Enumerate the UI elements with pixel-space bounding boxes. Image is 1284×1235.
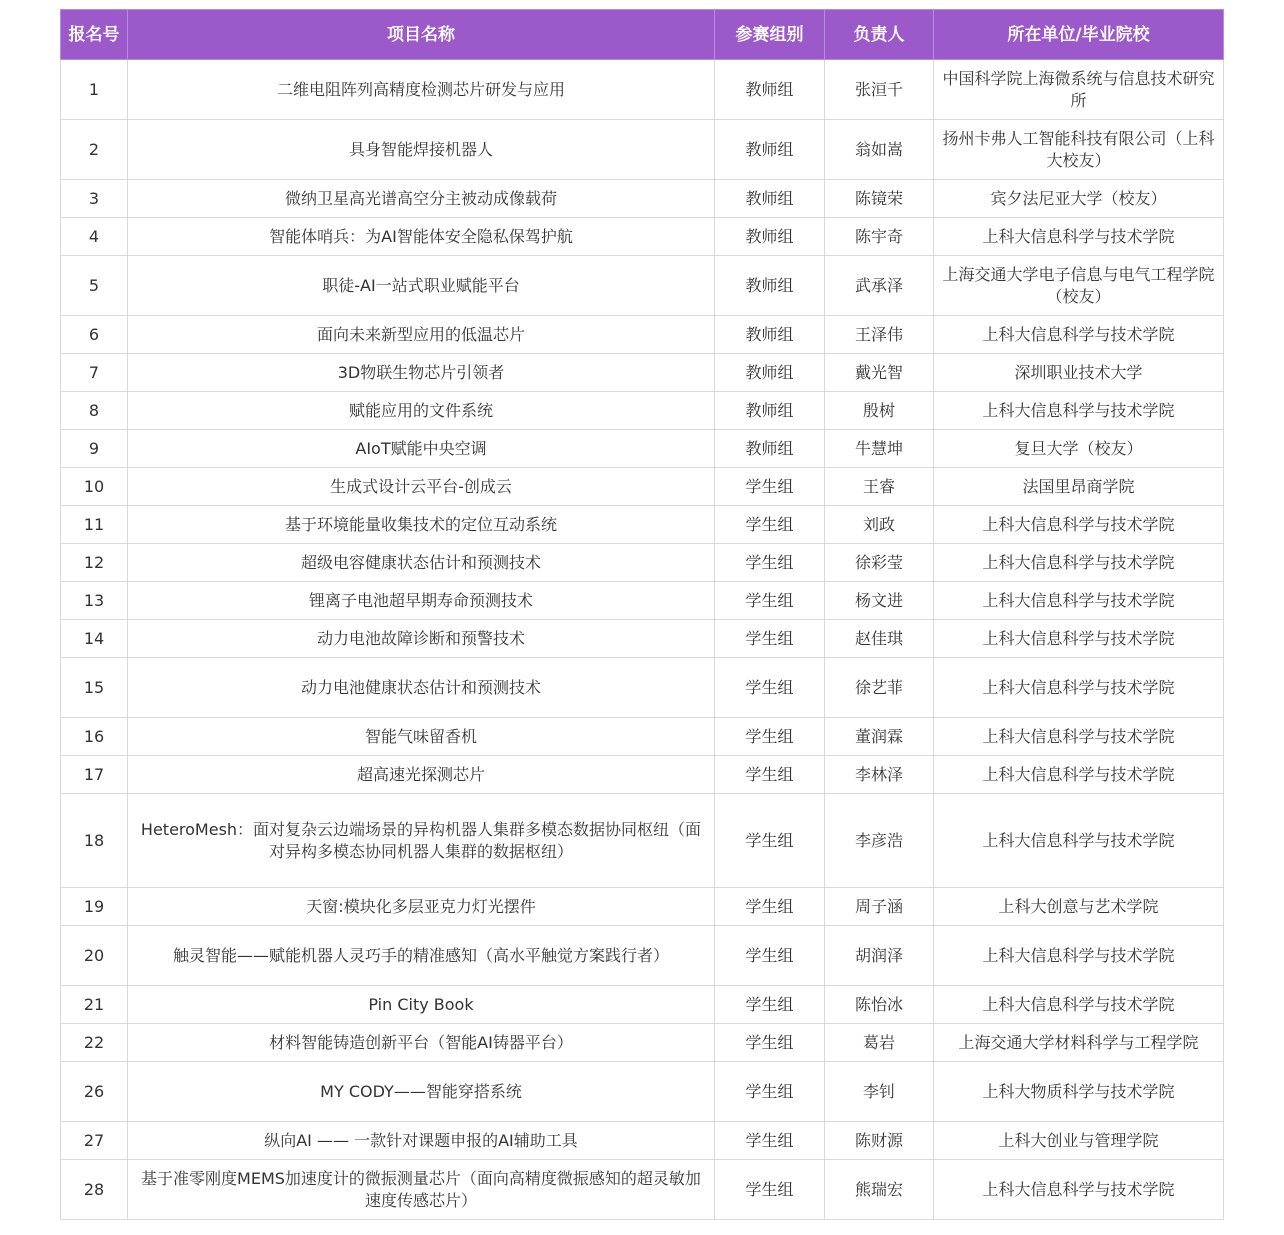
cell-group: 学生组: [715, 794, 825, 888]
cell-group: 学生组: [715, 620, 825, 658]
cell-organization: 上科大信息科学与技术学院: [934, 794, 1224, 888]
cell-id: 26: [61, 1062, 128, 1122]
cell-organization: 上科大信息科学与技术学院: [934, 926, 1224, 986]
header-project-name: 项目名称: [128, 10, 715, 60]
cell-organization: 上科大信息科学与技术学院: [934, 756, 1224, 794]
cell-id: 22: [61, 1024, 128, 1062]
table-row: [61, 1024, 1224, 1062]
table-row: [61, 1122, 1224, 1160]
cell-id: 16: [61, 718, 128, 756]
table-row: [61, 986, 1224, 1024]
cell-group: 学生组: [715, 1122, 825, 1160]
cell-leader: 徐艺菲: [825, 658, 934, 718]
table-row: [61, 180, 1224, 218]
table-row: [61, 1160, 1224, 1220]
cell-leader: 殷树: [825, 392, 934, 430]
table-header-row: [61, 10, 1224, 60]
cell-id: 2: [61, 120, 128, 180]
cell-group: 学生组: [715, 1160, 825, 1220]
cell-id: 1: [61, 60, 128, 120]
table-row: [61, 218, 1224, 256]
header-id: 报名号: [61, 10, 128, 60]
cell-leader: 周子涵: [825, 888, 934, 926]
cell-project-name: 职徒-AI一站式职业赋能平台: [128, 256, 715, 316]
table-row: [61, 794, 1224, 888]
cell-organization: 中国科学院上海微系统与信息技术研究所: [934, 60, 1224, 120]
cell-leader: 胡润泽: [825, 926, 934, 986]
cell-leader: 陈怡冰: [825, 986, 934, 1024]
cell-id: 20: [61, 926, 128, 986]
cell-organization: 上科大物质科学与技术学院: [934, 1062, 1224, 1122]
cell-organization: 上科大信息科学与技术学院: [934, 582, 1224, 620]
cell-id: 8: [61, 392, 128, 430]
cell-leader: 陈镜荣: [825, 180, 934, 218]
cell-id: 5: [61, 256, 128, 316]
cell-organization: 宾夕法尼亚大学（校友）: [934, 180, 1224, 218]
table-row: [61, 718, 1224, 756]
cell-group: 学生组: [715, 986, 825, 1024]
cell-id: 9: [61, 430, 128, 468]
cell-organization: 上海交通大学电子信息与电气工程学院（校友）: [934, 256, 1224, 316]
cell-leader: 张洹千: [825, 60, 934, 120]
cell-id: 19: [61, 888, 128, 926]
cell-organization: 法国里昂商学院: [934, 468, 1224, 506]
table-row: [61, 756, 1224, 794]
cell-leader: 董润霖: [825, 718, 934, 756]
cell-leader: 戴光智: [825, 354, 934, 392]
table-row: [61, 582, 1224, 620]
cell-organization: 上科大信息科学与技术学院: [934, 392, 1224, 430]
cell-project-name: 天窗:模块化多层亚克力灯光摆件: [128, 888, 715, 926]
cell-leader: 葛岩: [825, 1024, 934, 1062]
table-row: [61, 1062, 1224, 1122]
cell-project-name: 生成式设计云平台-创成云: [128, 468, 715, 506]
cell-group: 教师组: [715, 256, 825, 316]
cell-organization: 复旦大学（校友）: [934, 430, 1224, 468]
project-table: [60, 9, 1224, 1220]
cell-organization: 上科大信息科学与技术学院: [934, 1160, 1224, 1220]
cell-group: 教师组: [715, 354, 825, 392]
cell-group: 教师组: [715, 392, 825, 430]
cell-id: 18: [61, 794, 128, 888]
cell-group: 教师组: [715, 180, 825, 218]
cell-organization: 上科大信息科学与技术学院: [934, 218, 1224, 256]
cell-id: 10: [61, 468, 128, 506]
cell-leader: 杨文进: [825, 582, 934, 620]
cell-group: 学生组: [715, 582, 825, 620]
cell-id: 3: [61, 180, 128, 218]
cell-leader: 翁如嵩: [825, 120, 934, 180]
table-row: [61, 888, 1224, 926]
cell-group: 教师组: [715, 430, 825, 468]
cell-group: 教师组: [715, 218, 825, 256]
table-row: [61, 926, 1224, 986]
cell-project-name: AIoT赋能中央空调: [128, 430, 715, 468]
cell-project-name: 3D物联生物芯片引领者: [128, 354, 715, 392]
cell-organization: 上科大信息科学与技术学院: [934, 620, 1224, 658]
cell-organization: 上海交通大学材料科学与工程学院: [934, 1024, 1224, 1062]
table-row: [61, 120, 1224, 180]
cell-leader: 李彦浩: [825, 794, 934, 888]
cell-organization: 深圳职业技术大学: [934, 354, 1224, 392]
cell-project-name: 触灵智能——赋能机器人灵巧手的精准感知（高水平触觉方案践行者）: [128, 926, 715, 986]
header-leader: 负责人: [825, 10, 934, 60]
cell-project-name: 锂离子电池超早期寿命预测技术: [128, 582, 715, 620]
cell-group: 学生组: [715, 718, 825, 756]
cell-project-name: 动力电池健康状态估计和预测技术: [128, 658, 715, 718]
cell-project-name: 基于环境能量收集技术的定位互动系统: [128, 506, 715, 544]
cell-id: 14: [61, 620, 128, 658]
cell-leader: 赵佳琪: [825, 620, 934, 658]
cell-leader: 武承泽: [825, 256, 934, 316]
cell-leader: 李钊: [825, 1062, 934, 1122]
table-row: [61, 392, 1224, 430]
cell-project-name: 纵向AI —— 一款针对课题申报的AI辅助工具: [128, 1122, 715, 1160]
cell-id: 7: [61, 354, 128, 392]
cell-group: 学生组: [715, 658, 825, 718]
cell-project-name: 超级电容健康状态估计和预测技术: [128, 544, 715, 582]
cell-id: 4: [61, 218, 128, 256]
cell-id: 28: [61, 1160, 128, 1220]
cell-group: 学生组: [715, 1024, 825, 1062]
cell-project-name: 微纳卫星高光谱高空分主被动成像载荷: [128, 180, 715, 218]
cell-leader: 刘政: [825, 506, 934, 544]
cell-leader: 陈宇奇: [825, 218, 934, 256]
cell-id: 13: [61, 582, 128, 620]
cell-project-name: 材料智能铸造创新平台（智能AI铸器平台）: [128, 1024, 715, 1062]
cell-group: 教师组: [715, 120, 825, 180]
cell-organization: 上科大创意与艺术学院: [934, 888, 1224, 926]
cell-leader: 李林泽: [825, 756, 934, 794]
cell-group: 学生组: [715, 544, 825, 582]
cell-project-name: 智能气味留香机: [128, 718, 715, 756]
cell-project-name: 具身智能焊接机器人: [128, 120, 715, 180]
table-row: [61, 60, 1224, 120]
table-row: [61, 506, 1224, 544]
table-row: [61, 544, 1224, 582]
cell-group: 教师组: [715, 316, 825, 354]
cell-project-name: 二维电阻阵列高精度检测芯片研发与应用: [128, 60, 715, 120]
header-group: 参赛组别: [715, 10, 825, 60]
cell-project-name: 超高速光探测芯片: [128, 756, 715, 794]
cell-organization: 上科大信息科学与技术学院: [934, 316, 1224, 354]
cell-group: 学生组: [715, 506, 825, 544]
cell-leader: 牛慧坤: [825, 430, 934, 468]
table-row: [61, 316, 1224, 354]
cell-leader: 徐彩莹: [825, 544, 934, 582]
cell-organization: 扬州卡弗人工智能科技有限公司（上科大校友）: [934, 120, 1224, 180]
cell-id: 17: [61, 756, 128, 794]
cell-group: 学生组: [715, 926, 825, 986]
cell-id: 27: [61, 1122, 128, 1160]
table-row: [61, 430, 1224, 468]
cell-group: 学生组: [715, 1062, 825, 1122]
cell-project-name: 动力电池故障诊断和预警技术: [128, 620, 715, 658]
cell-leader: 王睿: [825, 468, 934, 506]
table-row: [61, 354, 1224, 392]
cell-id: 12: [61, 544, 128, 582]
header-organization: 所在单位/毕业院校: [934, 10, 1224, 60]
cell-project-name: 基于准零刚度MEMS加速度计的微振测量芯片（面向高精度微振感知的超灵敏加速度传感芯片）: [128, 1160, 715, 1220]
cell-group: 教师组: [715, 60, 825, 120]
cell-project-name: 智能体哨兵：为AI智能体安全隐私保驾护航: [128, 218, 715, 256]
cell-project-name: MY CODY——智能穿搭系统: [128, 1062, 715, 1122]
cell-group: 学生组: [715, 756, 825, 794]
cell-organization: 上科大信息科学与技术学院: [934, 718, 1224, 756]
cell-project-name: 赋能应用的文件系统: [128, 392, 715, 430]
cell-organization: 上科大信息科学与技术学院: [934, 544, 1224, 582]
cell-leader: 熊瑞宏: [825, 1160, 934, 1220]
cell-id: 21: [61, 986, 128, 1024]
table-row: [61, 620, 1224, 658]
cell-organization: 上科大创业与管理学院: [934, 1122, 1224, 1160]
cell-id: 11: [61, 506, 128, 544]
cell-project-name: 面向未来新型应用的低温芯片: [128, 316, 715, 354]
cell-organization: 上科大信息科学与技术学院: [934, 658, 1224, 718]
table-row: [61, 468, 1224, 506]
table-row: [61, 256, 1224, 316]
cell-organization: 上科大信息科学与技术学院: [934, 986, 1224, 1024]
cell-group: 学生组: [715, 468, 825, 506]
cell-leader: 陈财源: [825, 1122, 934, 1160]
cell-id: 6: [61, 316, 128, 354]
cell-project-name: Pin City Book: [128, 986, 715, 1024]
table-row: [61, 658, 1224, 718]
cell-organization: 上科大信息科学与技术学院: [934, 506, 1224, 544]
cell-group: 学生组: [715, 888, 825, 926]
cell-project-name: HeteroMesh：面对复杂云边端场景的异构机器人集群多模态数据协同枢纽（面对异构多模态协同机器人集群的数据枢纽）: [128, 794, 715, 888]
cell-leader: 王泽伟: [825, 316, 934, 354]
cell-id: 15: [61, 658, 128, 718]
